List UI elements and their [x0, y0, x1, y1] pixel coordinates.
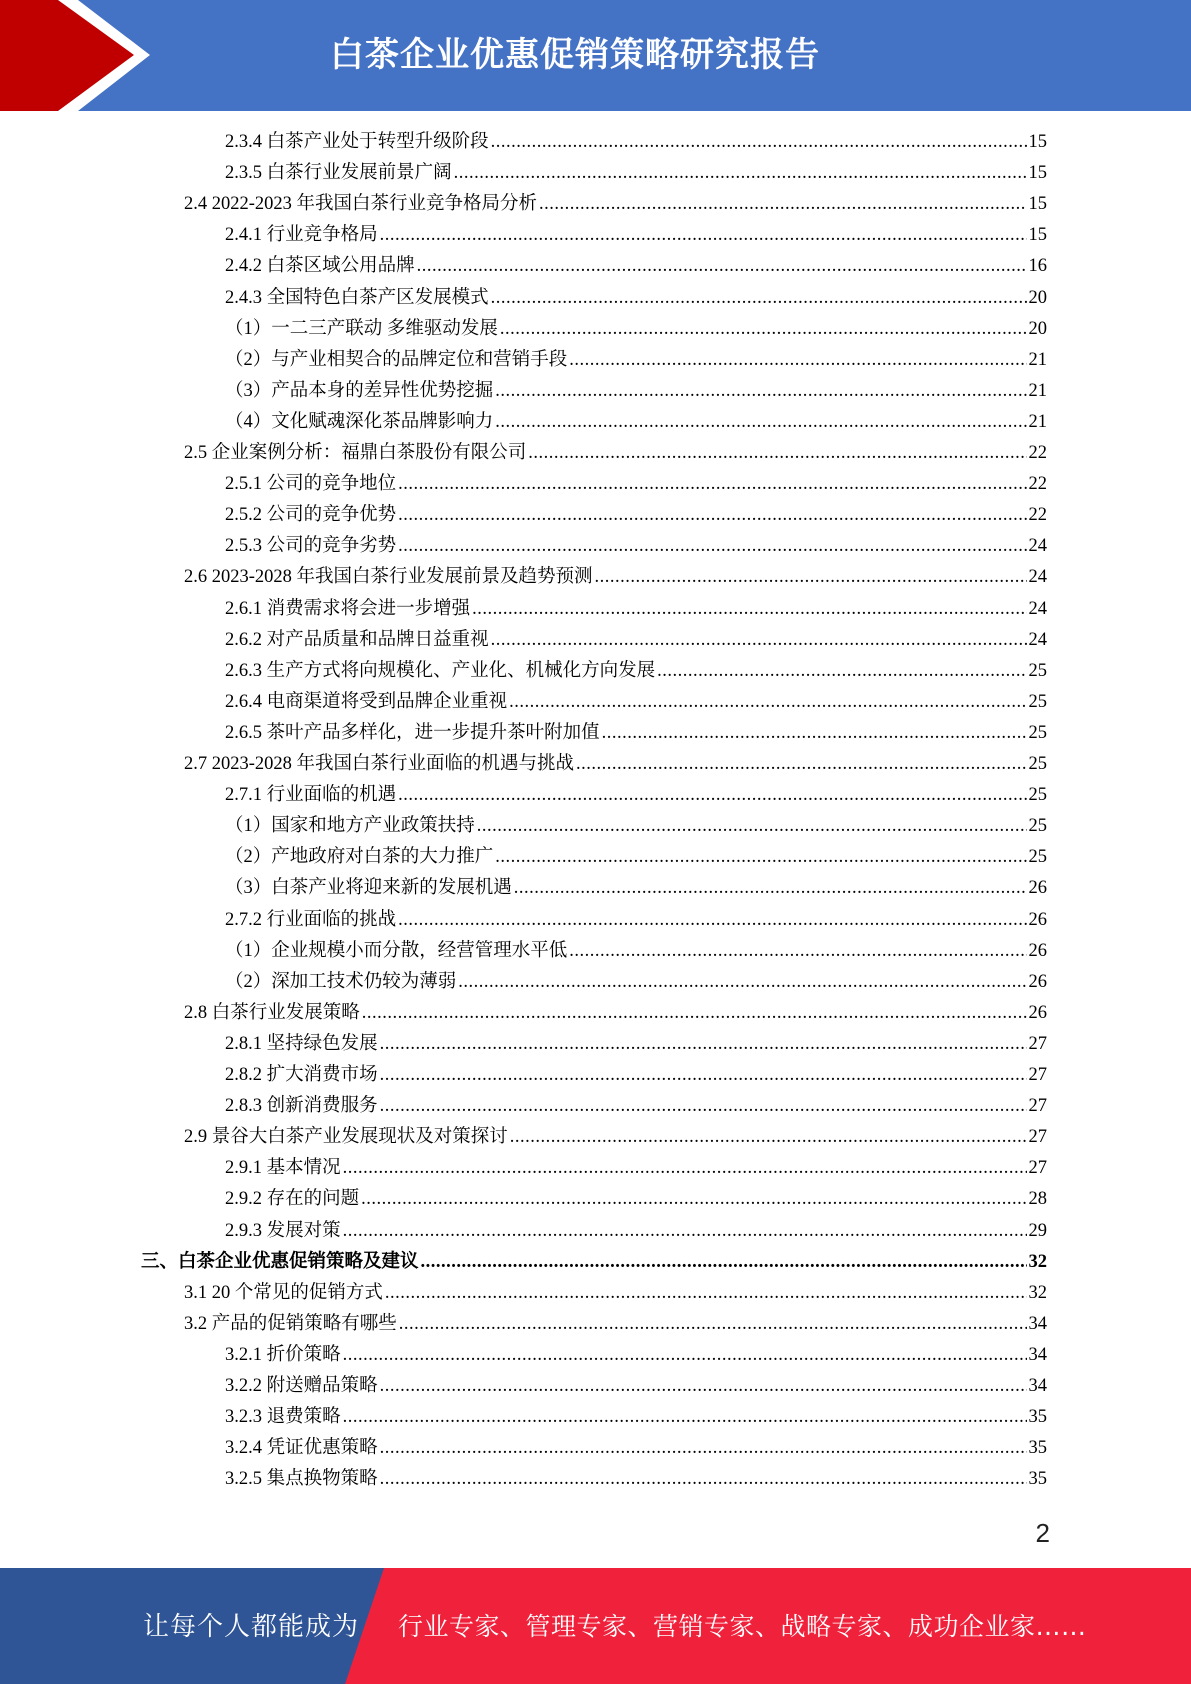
- toc-dot-leader: [380, 1091, 1027, 1122]
- toc-entry[interactable]: [225, 873, 1047, 904]
- toc-entry-page: 26: [1028, 1002, 1047, 1023]
- toc-dot-leader: [495, 376, 1026, 407]
- toc-entry[interactable]: [225, 1433, 1047, 1464]
- toc-entry[interactable]: [184, 749, 1047, 780]
- report-title: 白茶企业优惠促销策略研究报告: [330, 35, 820, 75]
- toc-entry-label: 2.6.2 对产品质量和品牌日益重视: [225, 629, 489, 650]
- toc-dot-leader: [343, 1402, 1027, 1433]
- toc-dot-leader: [595, 562, 1027, 593]
- toc-entry[interactable]: [225, 718, 1047, 749]
- toc-entry-page: 29: [1028, 1220, 1047, 1241]
- toc-entry[interactable]: [225, 625, 1047, 656]
- toc-entry-page: 25: [1028, 722, 1047, 743]
- toc-entry-label: 2.3.5 白茶行业发展前景广阔: [225, 163, 452, 184]
- toc-entry[interactable]: [184, 998, 1047, 1029]
- toc-entry[interactable]: [225, 283, 1047, 314]
- toc-dot-leader: [343, 1340, 1027, 1371]
- toc-dot-leader: [510, 1122, 1027, 1153]
- toc-entry[interactable]: [225, 905, 1047, 936]
- toc-entry[interactable]: [184, 1309, 1047, 1340]
- toc-dot-leader: [576, 749, 1026, 780]
- toc-entry-page: 35: [1028, 1438, 1047, 1459]
- toc-entry-label: 2.5 企业案例分析：福鼎白茶股份有限公司: [184, 443, 527, 463]
- toc-entry-label: 2.7.2 行业面临的挑战: [225, 909, 397, 930]
- toc-entry-page: 21: [1028, 380, 1047, 401]
- toc-entry[interactable]: [184, 1278, 1047, 1309]
- toc-entry-label: 2.6 2023-2028 年我国白茶行业发展前景及趋势预测: [184, 567, 593, 588]
- toc-entry-label: 2.4.3 全国特色白茶产区发展模式: [225, 287, 489, 308]
- toc-entry-label: 3.1 20 个常见的促销方式: [184, 1282, 383, 1303]
- toc-entry-page: 22: [1028, 474, 1047, 495]
- toc-entry-label: 2.6.4 电商渠道将受到品牌企业重视: [225, 691, 508, 712]
- toc-entry[interactable]: [184, 562, 1047, 593]
- toc-entry-page: 15: [1028, 225, 1047, 246]
- toc-dot-leader: [398, 905, 1026, 936]
- toc-entry-page: 34: [1028, 1313, 1047, 1334]
- toc-entry[interactable]: [225, 811, 1047, 842]
- toc-entry-label: 2.9.2 存在的问题: [225, 1189, 360, 1210]
- toc-dot-leader: [385, 1278, 1027, 1309]
- toc-entry-page: 32: [1028, 1282, 1047, 1303]
- toc-entry[interactable]: [225, 842, 1047, 873]
- toc-dot-leader: [539, 189, 1026, 220]
- toc-entry-label: 三、白茶企业优惠促销策略及建议: [141, 1251, 419, 1272]
- toc-dot-leader: [602, 718, 1027, 749]
- toc-entry-label: 2.8.1 坚持绿色发展: [225, 1033, 378, 1054]
- toc-entry[interactable]: [225, 967, 1047, 998]
- toc-entry-label: 2.9.1 基本情况: [225, 1158, 341, 1179]
- toc-entry-page: 16: [1028, 256, 1047, 277]
- toc-entry-label: 2.4.2 白茶区域公用品牌: [225, 256, 415, 277]
- toc-dot-leader: [361, 1184, 1026, 1215]
- toc-entry-page: 26: [1028, 940, 1047, 961]
- toc-dot-leader: [398, 469, 1026, 500]
- page-number: 2: [1035, 1518, 1050, 1548]
- footer-slogan-right: 行业专家、管理专家、营销专家、战略专家、成功企业家……: [398, 1612, 1087, 1641]
- header-arrow-decoration: [0, 0, 200, 111]
- toc-entry[interactable]: [225, 1371, 1047, 1402]
- toc-entry-page: 27: [1028, 1158, 1047, 1179]
- toc-entry[interactable]: [225, 500, 1047, 531]
- toc-entry-label: 2.9.3 发展对策: [225, 1220, 341, 1241]
- toc-entry[interactable]: [225, 594, 1047, 625]
- toc-entry[interactable]: [225, 407, 1047, 438]
- toc-dot-leader: [495, 407, 1026, 438]
- toc-entry-label: 2.8.3 创新消费服务: [225, 1096, 378, 1117]
- toc-entry-label: 2.5.1 公司的竞争地位: [225, 474, 397, 495]
- toc-entry-page: 15: [1028, 194, 1047, 215]
- toc-entry-label: 2.4.1 行业竞争格局: [225, 225, 378, 246]
- toc-entry-page: 22: [1028, 443, 1047, 463]
- toc-entry-label: （2）与产业相契合的品牌定位和营销手段: [225, 349, 568, 370]
- toc-entry-page: 26: [1028, 971, 1047, 992]
- toc-entry-label: 2.4 2022-2023 年我国白茶行业竞争格局分析: [184, 194, 538, 215]
- toc-entry[interactable]: [225, 1184, 1047, 1215]
- toc-entry-page: 24: [1028, 567, 1047, 588]
- toc-entry-label: 2.9 景谷大白茶产业发展现状及对策探讨: [184, 1127, 508, 1148]
- toc-entry-page: 26: [1028, 909, 1047, 930]
- toc-entry-page: 27: [1028, 1033, 1047, 1054]
- toc-dot-leader: [380, 1433, 1027, 1464]
- toc-entry[interactable]: [225, 531, 1047, 562]
- toc-dot-leader: [343, 1153, 1027, 1184]
- toc-entry[interactable]: [225, 1091, 1047, 1122]
- toc-dot-leader: [491, 283, 1027, 314]
- toc-dot-leader: [343, 1216, 1027, 1247]
- toc-entry-label: 3.2.3 退费策略: [225, 1407, 341, 1428]
- toc-entry[interactable]: [184, 438, 1047, 469]
- toc-entry-page: 20: [1028, 318, 1047, 339]
- toc-entry-page: 25: [1028, 785, 1047, 806]
- toc-entry-page: 20: [1028, 287, 1047, 308]
- toc-entry[interactable]: [225, 1402, 1047, 1433]
- toc-dot-leader: [495, 842, 1026, 873]
- toc-entry-label: （3）白茶产业将迎来新的发展机遇: [225, 878, 512, 899]
- toc-entry[interactable]: [225, 314, 1047, 345]
- toc-entry[interactable]: [225, 376, 1047, 407]
- toc-dot-leader: [398, 780, 1026, 811]
- toc-dot-leader: [380, 1464, 1027, 1495]
- toc-entry-label: 3.2.2 附送赠品策略: [225, 1376, 378, 1396]
- toc-dot-leader: [491, 127, 1027, 158]
- toc-dot-leader: [362, 998, 1027, 1029]
- toc-entry-label: 2.8 白茶行业发展策略: [184, 1002, 360, 1023]
- toc-entry[interactable]: [225, 1464, 1047, 1495]
- toc-entry[interactable]: [225, 1153, 1047, 1184]
- toc-dot-leader: [399, 1309, 1027, 1340]
- toc-entry[interactable]: [225, 1029, 1047, 1060]
- toc-entry-page: 25: [1028, 754, 1047, 774]
- toc-dot-leader: [500, 314, 1027, 345]
- toc-entry[interactable]: [225, 1216, 1047, 1247]
- toc-entry[interactable]: [225, 469, 1047, 500]
- toc-dot-leader: [380, 1029, 1027, 1060]
- toc-entry-page: 25: [1028, 816, 1047, 837]
- toc-dot-leader: [380, 1060, 1027, 1091]
- toc-entry-page: 27: [1028, 1065, 1047, 1085]
- toc-entry-page: 15: [1028, 163, 1047, 184]
- toc-entry-label: 2.3.4 白茶产业处于转型升级阶段: [225, 132, 489, 152]
- toc-dot-leader: [569, 345, 1026, 376]
- toc-dot-leader: [509, 687, 1026, 718]
- toc-entry-label: （2）深加工技术仍较为薄弱: [225, 971, 457, 992]
- toc-entry-page: 34: [1028, 1344, 1047, 1365]
- toc-entry[interactable]: [225, 1060, 1047, 1091]
- toc-entry-label: （3）产品本身的差异性优势挖掘: [225, 380, 494, 401]
- toc-entry[interactable]: [225, 1340, 1047, 1371]
- toc-entry-page: 35: [1028, 1407, 1047, 1428]
- toc-entry-page: 35: [1028, 1469, 1047, 1490]
- toc-entry-page: 25: [1028, 847, 1047, 868]
- toc-entry-page: 27: [1028, 1096, 1047, 1117]
- toc-entry-label: 2.8.2 扩大消费市场: [225, 1065, 378, 1085]
- toc-entry-label: （1）企业规模小而分散，经营管理水平低: [225, 940, 568, 961]
- toc-entry-label: 2.5.2 公司的竞争优势: [225, 505, 397, 526]
- toc-entry-page: 27: [1028, 1127, 1047, 1148]
- toc-entry-label: （4）文化赋魂深化茶品牌影响力: [225, 411, 494, 432]
- toc-entry-page: 24: [1028, 536, 1047, 557]
- toc-entry[interactable]: [225, 345, 1047, 376]
- toc-entry-label: 3.2.4 凭证优惠策略: [225, 1438, 378, 1459]
- toc-entry-label: 3.2 产品的促销策略有哪些: [184, 1313, 397, 1334]
- toc-dot-leader: [380, 1371, 1027, 1402]
- toc-entry-label: 2.6.5 茶叶产品多样化，进一步提升茶叶附加值: [225, 722, 600, 743]
- toc-entry-label: 2.6.1 消费需求将会进一步增强: [225, 598, 471, 619]
- toc-entry-label: （1）一二三产联动 多维驱动发展: [225, 318, 498, 339]
- toc-entry-label: （2）产地政府对白茶的大力推广: [225, 847, 494, 868]
- toc-entry-label: 2.7 2023-2028 年我国白茶行业面临的机遇与挑战: [184, 754, 575, 774]
- toc-dot-leader: [398, 531, 1026, 562]
- toc-entry-page: 21: [1028, 411, 1047, 432]
- toc-dot-leader: [514, 873, 1027, 904]
- toc-entry-label: 2.5.3 公司的竞争劣势: [225, 536, 397, 557]
- toc-dot-leader: [569, 936, 1026, 967]
- toc-entry-page: 22: [1028, 505, 1047, 526]
- toc-entry-label: 3.2.5 集点换物策略: [225, 1469, 378, 1490]
- toc-dot-leader: [398, 500, 1026, 531]
- toc-entry-page: 25: [1028, 660, 1047, 681]
- toc-entry[interactable]: [225, 780, 1047, 811]
- toc-entry-label: 2.6.3 生产方式将向规模化、产业化、机械化方向发展: [225, 660, 656, 681]
- toc-dot-leader: [458, 967, 1026, 998]
- toc-entry-page: 28: [1028, 1189, 1047, 1210]
- toc-dot-leader: [454, 158, 1027, 189]
- toc-entry-page: 15: [1028, 132, 1047, 152]
- page-footer: [0, 1568, 1191, 1684]
- toc-entry-page: 25: [1028, 691, 1047, 712]
- toc-dot-leader: [472, 594, 1026, 625]
- toc-entry[interactable]: [141, 1247, 1047, 1278]
- toc-entry[interactable]: [225, 220, 1047, 251]
- toc-entry[interactable]: [225, 656, 1047, 687]
- toc-entry-page: 21: [1028, 349, 1047, 370]
- toc-entry[interactable]: [225, 936, 1047, 967]
- toc-dot-leader: [380, 220, 1027, 251]
- toc-entry[interactable]: [225, 687, 1047, 718]
- page-header: [0, 0, 1191, 111]
- toc-entry[interactable]: [225, 158, 1047, 189]
- toc-entry-page: 26: [1028, 878, 1047, 899]
- toc-entry-page: 24: [1028, 598, 1047, 619]
- footer-slogan-left: 让每个人都能成为: [143, 1612, 360, 1642]
- toc-dot-leader: [421, 1247, 1027, 1278]
- toc-entry-page: 34: [1028, 1376, 1047, 1396]
- toc-entry-page: 32: [1028, 1251, 1047, 1272]
- toc-entry[interactable]: [184, 1122, 1047, 1153]
- toc-entry[interactable]: [225, 251, 1047, 282]
- toc-dot-leader: [417, 251, 1027, 282]
- toc-entry-page: 24: [1028, 629, 1047, 650]
- toc-entry[interactable]: [225, 127, 1047, 158]
- toc-entry-label: 3.2.1 折价策略: [225, 1344, 341, 1365]
- toc-dot-leader: [657, 656, 1026, 687]
- toc-dot-leader: [477, 811, 1027, 842]
- toc-entry-label: （1）国家和地方产业政策扶持: [225, 816, 475, 837]
- toc-dot-leader: [528, 438, 1026, 469]
- toc-entry[interactable]: [184, 189, 1047, 220]
- toc-entry-label: 2.7.1 行业面临的机遇: [225, 785, 397, 806]
- toc-dot-leader: [491, 625, 1027, 656]
